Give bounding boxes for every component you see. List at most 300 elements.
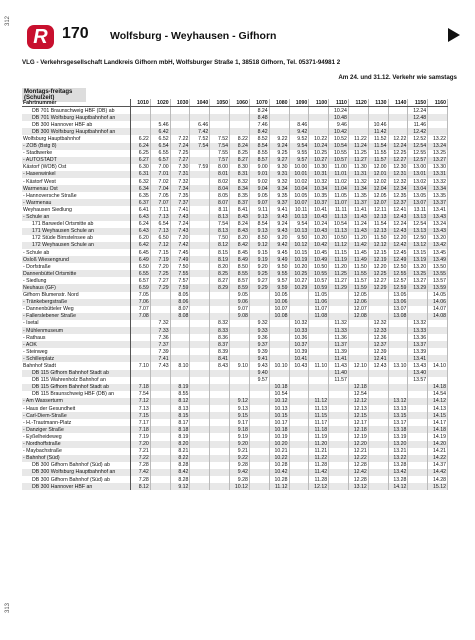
table-row — [22, 398, 448, 405]
departure-time — [368, 426, 388, 433]
departure-time: 13.20 — [388, 441, 408, 448]
departure-time — [190, 334, 210, 341]
departure-time: 9.35 — [269, 192, 289, 199]
departure-time: 10.42 — [269, 469, 289, 476]
departure-time: 7.04 — [150, 185, 170, 192]
departure-time — [210, 455, 230, 462]
departure-time: 13.19 — [388, 433, 408, 440]
departure-time: 11.37 — [329, 341, 349, 348]
departure-time: 13.13 — [408, 228, 428, 235]
departure-time: 11.07 — [309, 306, 329, 313]
departure-time: 7.18 — [131, 426, 151, 433]
departure-time — [428, 107, 448, 115]
departure-time: 8.24 — [230, 143, 250, 150]
departure-time: 7.55 — [210, 150, 230, 157]
departure-time — [428, 121, 448, 128]
validity-note: Am 24. und 31.12. Verkehr wie samstags — [338, 74, 457, 81]
departure-time: 12.36 — [368, 334, 388, 341]
table-row — [22, 135, 448, 142]
departure-time: 11.32 — [348, 178, 368, 185]
departure-time — [329, 391, 349, 398]
departure-time — [408, 398, 428, 405]
departure-time: 13.42 — [388, 469, 408, 476]
departure-time: 12.10 — [348, 362, 368, 369]
departure-time: 8.37 — [230, 199, 250, 206]
departure-time: 6.50 — [131, 263, 151, 270]
departure-time: 8.42 — [230, 242, 250, 249]
departure-time: 13.30 — [428, 164, 448, 171]
departure-time: 14.18 — [428, 426, 448, 433]
departure-time: 14.20 — [428, 441, 448, 448]
departure-time: 12.39 — [368, 348, 388, 355]
departure-time — [368, 476, 388, 483]
departure-time: 10.32 — [289, 320, 309, 327]
departure-time: 9.30 — [269, 164, 289, 171]
departure-time — [190, 171, 210, 178]
departure-time: 12.30 — [388, 164, 408, 171]
stop-name: - Tränkebergstraße — [22, 299, 131, 306]
departure-time: 7.20 — [150, 263, 170, 270]
page-number-top: 312 — [5, 15, 12, 27]
departure-time: 14.10 — [428, 362, 448, 369]
departure-time: 9.24 — [269, 143, 289, 150]
departure-time: 11.22 — [348, 135, 368, 142]
departure-time — [210, 483, 230, 490]
departure-time — [190, 228, 210, 235]
departure-time: 9.20 — [230, 441, 250, 448]
departure-time: 10.11 — [289, 206, 309, 213]
departure-time: 11.59 — [348, 284, 368, 291]
departure-time: 13.43 — [428, 214, 448, 221]
departure-time: 11.30 — [348, 164, 368, 171]
departure-time: 8.08 — [170, 313, 190, 320]
departure-time — [329, 405, 349, 412]
departure-time: 8.18 — [170, 426, 190, 433]
departure-time: 12.24 — [388, 221, 408, 228]
departure-time: 12.08 — [348, 313, 368, 320]
departure-time: 9.31 — [269, 171, 289, 178]
trip-number: 1010 — [131, 99, 151, 107]
departure-time: 7.27 — [150, 277, 170, 284]
departure-time: 10.31 — [309, 171, 329, 178]
departure-time — [309, 370, 329, 377]
departure-time — [150, 306, 170, 313]
departure-time: 9.27 — [269, 157, 289, 164]
departure-time — [210, 128, 230, 135]
departure-time: 9.43 — [269, 214, 289, 221]
departure-time: 13.43 — [428, 228, 448, 235]
departure-time: 10.10 — [269, 362, 289, 369]
departure-time — [289, 292, 309, 299]
departure-time: 8.42 — [249, 128, 269, 135]
departure-time: 7.54 — [190, 143, 210, 150]
departure-time — [408, 469, 428, 476]
departure-time: 6.57 — [150, 157, 170, 164]
departure-time — [269, 320, 289, 327]
departure-time — [131, 121, 151, 128]
departure-time: 9.22 — [269, 135, 289, 142]
departure-time: 12.41 — [388, 206, 408, 213]
departure-time: 9.02 — [249, 178, 269, 185]
departure-time: 12.12 — [348, 398, 368, 405]
departure-time — [210, 313, 230, 320]
departure-time: 13.39 — [408, 348, 428, 355]
departure-time: 10.54 — [329, 143, 349, 150]
departure-time: 9.10 — [230, 362, 250, 369]
table-row — [22, 107, 448, 115]
departure-time: 11.43 — [329, 362, 349, 369]
departure-time: 9.15 — [249, 249, 269, 256]
departure-time: 12.32 — [388, 178, 408, 185]
stop-name: - Mühlenmuseum — [22, 327, 131, 334]
departure-time: 8.28 — [170, 462, 190, 469]
trip-number: 1060 — [230, 99, 250, 107]
departure-time — [170, 341, 190, 348]
stop-name: DB 115 Braunschweig HBF (DB) an — [22, 391, 131, 398]
departure-time — [190, 157, 210, 164]
departure-time: 13.27 — [408, 277, 428, 284]
departure-time: 13.17 — [388, 419, 408, 426]
departure-time — [170, 128, 190, 135]
departure-time: 11.13 — [329, 214, 349, 221]
departure-time — [329, 455, 349, 462]
departure-time — [368, 306, 388, 313]
departure-time: 11.24 — [348, 221, 368, 228]
departure-time: 7.01 — [150, 171, 170, 178]
departure-time: 12.50 — [408, 235, 428, 242]
stop-name: Gifhorn Blumenstr. Nord — [22, 292, 131, 299]
departure-time — [368, 455, 388, 462]
departure-time: 8.20 — [170, 441, 190, 448]
departure-time: 11.08 — [309, 313, 329, 320]
departure-time: 7.52 — [210, 135, 230, 142]
departure-time — [131, 341, 151, 348]
departure-time — [190, 199, 210, 206]
departure-time — [289, 476, 309, 483]
departure-time: 11.02 — [329, 178, 349, 185]
departure-time: 9.19 — [249, 256, 269, 263]
departure-time: 8.30 — [230, 164, 250, 171]
departure-time — [388, 348, 408, 355]
departure-time: 11.15 — [329, 249, 349, 256]
departure-time — [190, 284, 210, 291]
departure-time — [210, 419, 230, 426]
departure-time — [190, 249, 210, 256]
departure-time: 8.22 — [230, 135, 250, 142]
departure-time — [269, 128, 289, 135]
departure-time: 13.55 — [428, 270, 448, 277]
departure-time: 11.27 — [329, 277, 349, 284]
departure-time — [368, 384, 388, 391]
departure-time: 8.13 — [210, 214, 230, 221]
departure-time — [428, 341, 448, 348]
departure-time — [428, 334, 448, 341]
departure-time — [190, 462, 210, 469]
departure-time: 13.25 — [428, 150, 448, 157]
departure-time: 6.42 — [150, 128, 170, 135]
departure-time — [289, 419, 309, 426]
departure-time — [190, 391, 210, 398]
departure-time: 12.57 — [408, 157, 428, 164]
departure-time: 10.02 — [289, 178, 309, 185]
departure-time: 11.27 — [348, 157, 368, 164]
departure-time: 8.00 — [210, 164, 230, 171]
departure-time: 10.06 — [269, 299, 289, 306]
departure-time: 11.28 — [309, 462, 329, 469]
departure-time — [249, 419, 269, 426]
departure-time: 8.11 — [210, 206, 230, 213]
departure-time: 14.08 — [428, 313, 448, 320]
departure-time: 13.15 — [388, 412, 408, 419]
departure-time: 7.29 — [150, 284, 170, 291]
departure-time: 8.12 — [170, 398, 190, 405]
departure-time: 11.57 — [368, 157, 388, 164]
stop-name: - Haus der Gesundheit — [22, 405, 131, 412]
stop-name: - Danziger Straße — [22, 426, 131, 433]
departure-time: 12.19 — [368, 256, 388, 263]
table-row — [22, 483, 448, 490]
departure-time: 10.13 — [289, 214, 309, 221]
departure-time — [329, 299, 349, 306]
departure-time: 13.27 — [428, 157, 448, 164]
departure-time — [388, 320, 408, 327]
departure-time: 8.41 — [210, 355, 230, 362]
departure-time: 7.19 — [150, 256, 170, 263]
departure-time — [230, 121, 250, 128]
direction-arrow-icon — [448, 28, 460, 42]
departure-time — [150, 370, 170, 377]
stop-name: Weyhausen Siedlung — [22, 206, 131, 213]
departure-time: 9.37 — [249, 341, 269, 348]
departure-time — [190, 377, 210, 384]
departure-time: 8.24 — [249, 107, 269, 115]
departure-time: 9.17 — [230, 419, 250, 426]
departure-time: 9.21 — [230, 448, 250, 455]
departure-time: 10.13 — [289, 228, 309, 235]
departure-time: 9.59 — [269, 284, 289, 291]
departure-time — [190, 206, 210, 213]
departure-time — [190, 469, 210, 476]
departure-time: 13.37 — [428, 199, 448, 206]
departure-time: 6.42 — [131, 242, 151, 249]
table-row — [22, 114, 448, 121]
departure-time: 8.15 — [210, 249, 230, 256]
departure-time: 7.50 — [170, 263, 190, 270]
departure-time: 12.29 — [368, 284, 388, 291]
departure-time: 12.12 — [309, 483, 329, 490]
departure-time — [210, 441, 230, 448]
departure-time — [309, 327, 329, 334]
departure-time — [289, 448, 309, 455]
departure-time — [190, 362, 210, 369]
departure-time: 11.07 — [329, 199, 349, 206]
departure-time: 6.27 — [131, 157, 151, 164]
departure-time: 13.32 — [428, 178, 448, 185]
departure-time — [309, 320, 329, 327]
departure-time: 11.36 — [329, 334, 349, 341]
departure-time — [309, 114, 329, 121]
table-row — [22, 192, 448, 199]
departure-time: 6.20 — [131, 235, 151, 242]
table-row — [22, 384, 448, 391]
departure-time: 8.24 — [230, 221, 250, 228]
table-row — [22, 249, 448, 256]
table-row — [22, 320, 448, 327]
departure-time: 13.24 — [428, 143, 448, 150]
departure-time: 13.28 — [388, 476, 408, 483]
table-row — [22, 377, 448, 384]
table-row — [22, 426, 448, 433]
departure-time — [210, 391, 230, 398]
departure-time — [309, 355, 329, 362]
departure-time: 7.20 — [170, 235, 190, 242]
departure-time: 14.15 — [428, 412, 448, 419]
departure-time: 10.46 — [368, 121, 388, 128]
departure-time: 10.37 — [309, 199, 329, 206]
table-row — [22, 441, 448, 448]
departure-time: 7.15 — [150, 249, 170, 256]
departure-time: 11.06 — [309, 299, 329, 306]
departure-time: 8.27 — [230, 157, 250, 164]
departure-time: 10.41 — [289, 355, 309, 362]
departure-time: 7.06 — [131, 299, 151, 306]
departure-time — [269, 107, 289, 115]
departure-time — [150, 107, 170, 115]
departure-time: 9.43 — [269, 228, 289, 235]
departure-time: 10.27 — [289, 277, 309, 284]
departure-time — [210, 121, 230, 128]
table-row — [22, 143, 448, 150]
departure-time: 12.22 — [388, 135, 408, 142]
departure-time: 7.34 — [170, 185, 190, 192]
departure-time: 12.49 — [388, 256, 408, 263]
departure-time: 10.24 — [329, 107, 349, 115]
departure-time: 12.33 — [368, 327, 388, 334]
departure-time: 13.21 — [388, 448, 408, 455]
departure-time — [368, 377, 388, 384]
departure-time — [150, 398, 170, 405]
departure-time: 10.37 — [289, 341, 309, 348]
departure-time — [190, 150, 210, 157]
departure-time: 6.37 — [131, 199, 151, 206]
departure-time: 6.35 — [131, 192, 151, 199]
departure-time — [249, 391, 269, 398]
departure-time — [289, 426, 309, 433]
departure-time: 8.17 — [170, 419, 190, 426]
trip-number: 1110 — [329, 99, 349, 107]
departure-time: 11.24 — [348, 143, 368, 150]
departure-time: 7.54 — [210, 221, 230, 228]
departure-time: 9.11 — [249, 206, 269, 213]
stop-name: 171 Barwedel Ortsmitte ab — [22, 221, 131, 228]
departure-time: 9.12 — [230, 398, 250, 405]
departure-time — [190, 441, 210, 448]
departure-time — [368, 433, 388, 440]
departure-time: 7.31 — [170, 171, 190, 178]
departure-time — [230, 128, 250, 135]
departure-time: 8.42 — [170, 469, 190, 476]
departure-time: 10.59 — [309, 284, 329, 291]
departure-time: 11.25 — [348, 150, 368, 157]
departure-time: 10.22 — [269, 455, 289, 462]
departure-time — [131, 107, 151, 115]
departure-time: 11.40 — [329, 370, 349, 377]
departure-time: 13.25 — [408, 270, 428, 277]
stop-name: - AOK — [22, 341, 131, 348]
departure-time: 12.57 — [388, 277, 408, 284]
departure-time: 9.42 — [289, 128, 309, 135]
departure-time — [408, 384, 428, 391]
departure-time — [408, 412, 428, 419]
departure-time: 13.13 — [408, 214, 428, 221]
departure-time: 7.22 — [131, 455, 151, 462]
departure-time: 12.20 — [348, 441, 368, 448]
timetable — [22, 99, 448, 490]
departure-time: 7.27 — [170, 157, 190, 164]
departure-time: 12.13 — [368, 228, 388, 235]
departure-time — [408, 313, 428, 320]
departure-time — [249, 384, 269, 391]
departure-time: 12.50 — [388, 263, 408, 270]
departure-time: 14.54 — [428, 391, 448, 398]
departure-time: 7.07 — [131, 306, 151, 313]
departure-time: 12.45 — [388, 249, 408, 256]
departure-time — [408, 292, 428, 299]
departure-time: 14.42 — [428, 469, 448, 476]
departure-time — [388, 341, 408, 348]
departure-time: 12.24 — [408, 107, 428, 115]
timetable-grid — [22, 99, 448, 490]
departure-time — [269, 114, 289, 121]
departure-time — [428, 320, 448, 327]
departure-time: 8.55 — [249, 150, 269, 157]
departure-time — [269, 334, 289, 341]
departure-time: 9.32 — [269, 178, 289, 185]
stop-name: DB 115 Gifhorn Bahnhof Stadt ab — [22, 384, 131, 391]
departure-time: 8.21 — [170, 448, 190, 455]
departure-time — [348, 114, 368, 121]
departure-time: 10.20 — [269, 441, 289, 448]
departure-time: 9.05 — [230, 292, 250, 299]
departure-time: 7.07 — [150, 199, 170, 206]
departure-time: 12.34 — [388, 185, 408, 192]
departure-time: 13.34 — [428, 185, 448, 192]
departure-time — [408, 391, 428, 398]
departure-time: 10.42 — [309, 242, 329, 249]
departure-time — [210, 384, 230, 391]
departure-time: 13.36 — [408, 334, 428, 341]
departure-time — [230, 327, 250, 334]
departure-time: 12.43 — [388, 228, 408, 235]
departure-time: 12.07 — [368, 199, 388, 206]
departure-time: 14.22 — [428, 455, 448, 462]
departure-time — [309, 334, 329, 341]
table-row — [22, 370, 448, 377]
departure-time: 8.37 — [210, 341, 230, 348]
departure-time — [131, 370, 151, 377]
trip-number: 1080 — [269, 99, 289, 107]
departure-time: 11.49 — [348, 256, 368, 263]
departure-time: 11.33 — [329, 327, 349, 334]
departure-time: 13.01 — [408, 171, 428, 178]
departure-time — [210, 433, 230, 440]
table-row — [22, 341, 448, 348]
departure-time: 11.41 — [348, 206, 368, 213]
departure-time — [170, 107, 190, 115]
table-row — [22, 348, 448, 355]
departure-time: 10.57 — [309, 277, 329, 284]
table-row — [22, 334, 448, 341]
